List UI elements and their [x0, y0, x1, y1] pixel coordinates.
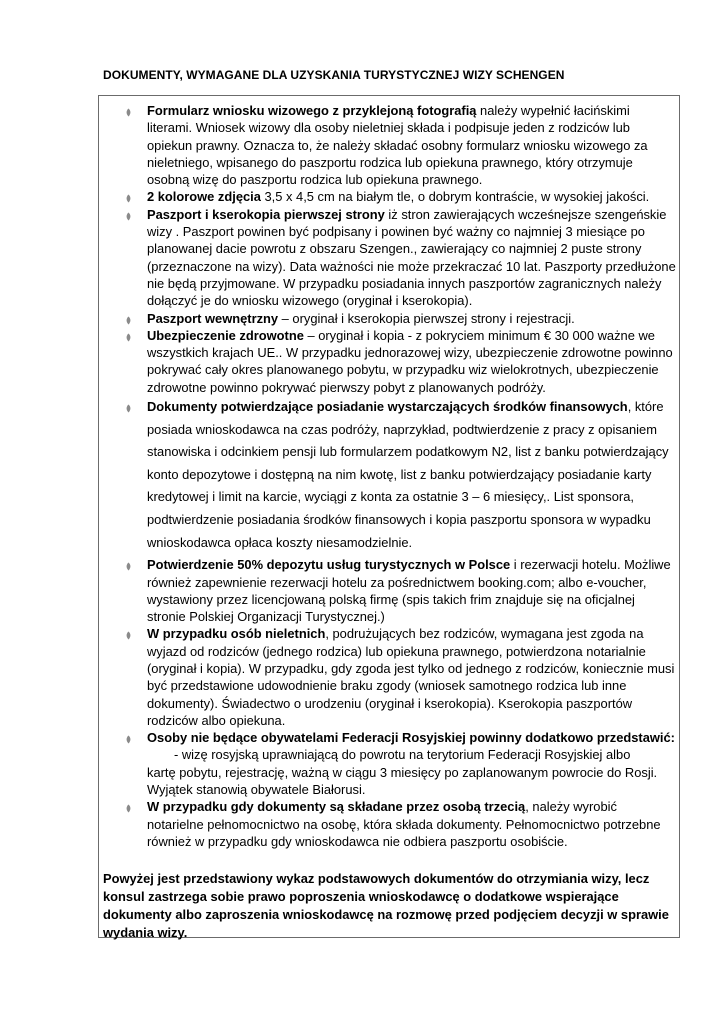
list-item [117, 729, 677, 798]
list-item [117, 188, 677, 205]
item-heading: 2 kolorowe zdjęcia [147, 189, 261, 205]
item-heading: Dokumenty potwierdzające posiadanie wystarczających środków finansowych [147, 399, 628, 415]
list-item [117, 396, 677, 554]
list-item [117, 556, 677, 625]
item-text: i rezerwacji hotelu. Możliwe również zapewnienie rezerwacji hotelu za pośrednictwem booking.com; albo e-voucher, wystawiony przez licencjowaną polską firmę (spis takich frim znajduje się na oficjalnej stronie Polskiej Organizacji Turystycznej.) [147, 557, 671, 625]
item-heading: Ubezpieczenie zdrowotne [147, 327, 304, 343]
bullet-icon [125, 631, 132, 640]
item-subline: - wizę rosyjską uprawniającą do powrotu na terytorium Federacji Rosyjskiej albo [174, 747, 631, 763]
item-text: – oryginał i kopia - z pokryciem minimum € 30 000 ważne we wszystkich krajach UE.. W przypadku jednorazowej wizy, ubezpieczenie zdrowotne powinno pokrywać cały okres planowanego pobytu, w przypadku wiz wielokrotnych, ubezpieczenie zdrowotne powinno pokrywać pierwszy pobyt z planowanych podróży. [147, 327, 673, 395]
bullet-icon [125, 333, 132, 342]
list-item [117, 102, 677, 188]
bullet-icon [125, 735, 132, 744]
item-text: – oryginał i kserokopia pierwszej strony i rejestracji. [278, 310, 575, 326]
item-heading: Paszport i kserokopia pierwszej strony [147, 206, 385, 222]
list-item [117, 206, 677, 310]
item-text: 3,5 x 4,5 cm na białym tle, o dobrym kontraście, w wysokiej jakości. [260, 189, 650, 205]
list-item [117, 310, 677, 327]
bullet-icon [125, 212, 132, 221]
item-heading: Formularz wniosku wizowego z przyklejoną fotografią [147, 103, 477, 118]
item-heading: W przypadku osób nieletnich [147, 626, 326, 642]
item-text: należy wypełnić łacińskimi literami. Wniosek wizowy dla osoby nieletniej składa i podpisuje jeden z rodziców lub opiekun prawny. Oznacza to, że należy składać osobny formularz wniosku wizowego za nieletniego, wpisanego do paszportu rodzica lub opiekuna prawnego, który otrzymuje osobną wizę do paszportu rodzica lub opiekuna prawnego. [147, 103, 648, 188]
item-text: iż stron zawierających wcześnejsze szengeńskie wizy . Paszport powinen być podpisany i powinen być ważny co najmniej 3 miesiące po planowanej dacie powrotu z obszaru Szengen., zawierający co najmniej 2 puste strony (przeznaczone na wizy). Data ważności nie może przekraczać 10 lat. Paszporty przedłużone nie będą przyjmowane. W przypadku posiadania innych paszportów zagranicznych należy dołączyć je do wniosku wizowego (oryginał i kserokopia). [147, 206, 676, 309]
list-item [117, 798, 677, 850]
item-heading: Osoby nie będące obywatelami Federacji Rosyjskiej powinny dodatkowo przedstawić: [147, 730, 675, 746]
item-text: , podrużujących bez rodziców, wymagana jest zgoda na wyjazd od rodziców (jednego rodzica) lub opiekuna prawnego, potwierdzona notarialnie (oryginał i kopia). W przypadku, gdy zgoda jest tylko od jednego z rodziców, koniecznie musi być przedstawione udowodnienie braku zgody (wniosek samotnego rodzica lub inne dokumenty). Świadectwo o urodzeniu (oryginał i kserokopia). Kserokopia paszportów rodziców albo opiekuna. [147, 626, 675, 728]
document-title: DOKUMENTY, WYMAGANE DLA UZYSKANIA TURYSTYCZNEJ WIZY SCHENGEN [103, 68, 565, 82]
bullet-icon [125, 194, 132, 203]
list-item [117, 327, 677, 396]
bullet-icon [125, 404, 132, 413]
bullet-icon [125, 804, 132, 813]
list-item [117, 625, 677, 729]
item-heading: Potwierdzenie 50% depozytu usług turystycznych w Polsce [147, 557, 511, 573]
item-text: , należy wyrobić notarielne pełnomocnictwo na osobę, która składa dokumenty. Pełnomocnictwo potrzebne również w przypadku gdy wnioskodawca nie odbiera paszportu osobiście. [147, 799, 661, 849]
bullet-icon [125, 562, 132, 571]
bullet-icon [125, 316, 132, 325]
item-text: , które posiada wnioskodawca na czas podróży, naprzykład, podtwierdzenie z pracy z opisaniem stanowiska i odcinkiem pensji lub formularzem podatkowym N2, list z banku potwierdzający konto depozytowe i dostępną na nim kwotę, list z banku potwierdzający posiadanie karty kredytowej i limit na karcie, wyciągi z konta za ostatnie 3 – 6 miesięcy,. List sponsora, podtwierdzenie posiadania środków finansowych i kopia paszportu sponsora w wypadku wnioskodawca opłaca koszty niesamodzielnie. [147, 399, 669, 550]
item-text: kartę pobytu, rejestrację, ważną w ciągu 3 miesięcy po zaplanowanym powrocie do Rosji. Wyjątek stanowią obywatele Białorusi. [147, 764, 658, 798]
footer-note: Powyżej jest przedstawiony wykaz podstawowych dokumentów do otrzymiania wizy, lecz konsul zastrzega sobie prawo poproszenia wnioskodawcę o dodatkowe wspierające dokumenty albo zaproszenia wnioskodawcę na rozmowę przed podjęciem decyzji w sprawie wydania wizy. [103, 871, 669, 940]
item-heading: Paszport wewnętrzny [147, 310, 279, 326]
bullet-icon [125, 108, 132, 117]
document-list [117, 102, 677, 850]
item-heading: W przypadku gdy dokumenty są składane przez osobą trzecią [147, 799, 526, 815]
